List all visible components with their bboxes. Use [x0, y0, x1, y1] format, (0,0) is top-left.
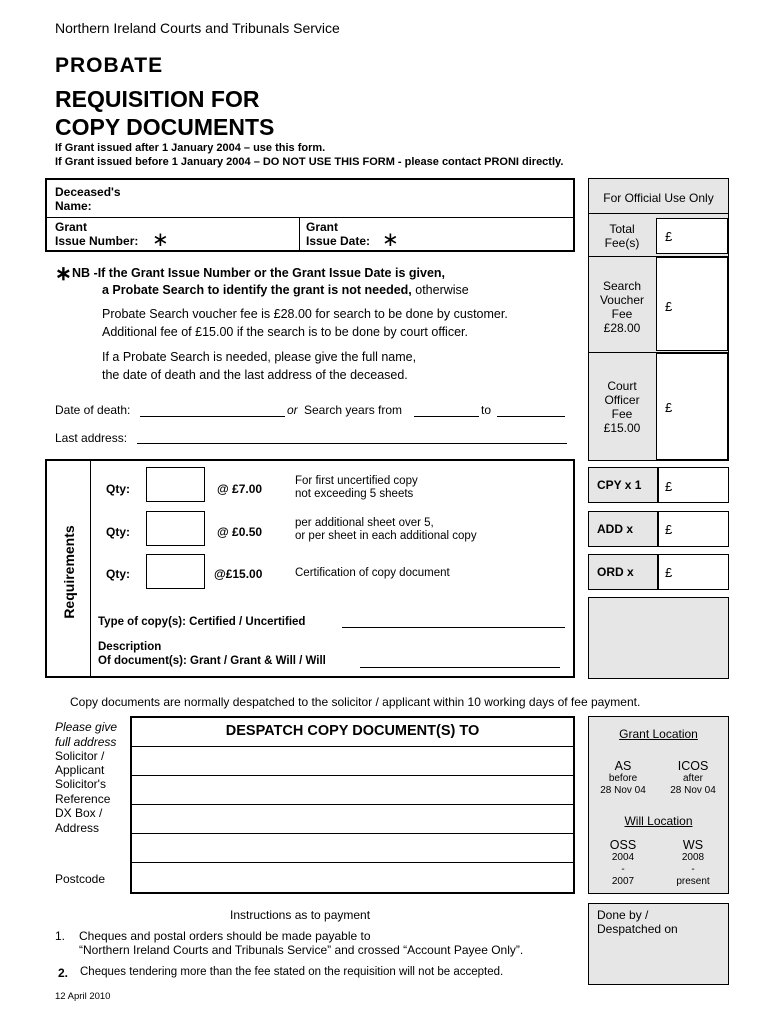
as-label: AS — [614, 759, 632, 773]
address-label: Address — [55, 821, 100, 835]
payment-item-1-line-2: “Northern Ireland Courts and Tribunals Service” and crossed “Account Payee Only”. — [79, 943, 524, 957]
address-line-4[interactable] — [133, 833, 573, 859]
oss-start: 2004 — [611, 852, 635, 863]
ord-code: ORD x — [597, 565, 634, 579]
asterisk-icon: ∗ — [55, 263, 72, 285]
probate-heading: PROBATE — [55, 54, 164, 77]
applicant-label: Applicant — [55, 763, 105, 777]
dx-box-label: DX Box / — [55, 806, 103, 820]
postcode-field[interactable] — [133, 862, 573, 892]
qty-label: Qty: — [106, 482, 130, 496]
solicitors-label: Solicitor's — [55, 777, 106, 791]
postcode-label: Postcode — [55, 872, 106, 886]
divider — [90, 461, 91, 676]
title-line-1: REQUISITION FOR — [55, 86, 260, 112]
will-location-heading: Will Location — [624, 814, 693, 828]
description-label: Description — [98, 641, 162, 653]
search-note-1: If a Probate Search is needed, please give the full name, — [102, 350, 417, 364]
grant-date-label: Grant — [306, 220, 339, 234]
nb-line-2 — [102, 284, 469, 297]
search-years-to-field[interactable] — [497, 416, 565, 417]
address-line-1[interactable] — [133, 746, 573, 772]
or-label: or — [287, 403, 298, 417]
desc-first-copy-1: For first uncertified copy — [295, 475, 418, 487]
footer-date: 12 April 2010 — [55, 991, 111, 1002]
pound-sign: £ — [665, 565, 673, 580]
done-by-label: Done by / — [597, 908, 649, 922]
search-voucher-label: Search — [602, 279, 642, 293]
court-officer-label-2: Officer — [604, 393, 640, 407]
price-additional-sheet: @ £0.50 — [217, 525, 263, 539]
please-give-label: Please give — [55, 720, 118, 734]
cpy-code: CPY x 1 — [597, 478, 642, 492]
type-of-copy-label: Type of copy(s): Certified / Uncertified — [98, 616, 306, 628]
grant-date-field[interactable] — [400, 219, 570, 249]
ws-label: WS — [682, 838, 704, 852]
price-certification: @£15.00 — [214, 567, 263, 581]
desc-certification: Certification of copy document — [295, 567, 450, 579]
oss-end: 2007 — [611, 876, 635, 887]
grant-date-label-2: Issue Date: — [306, 234, 371, 248]
grant-number-field[interactable] — [170, 219, 295, 249]
payment-heading: Instructions as to payment — [230, 908, 371, 922]
last-address-field[interactable] — [137, 443, 567, 444]
pound-sign: £ — [665, 479, 673, 494]
desc-additional-sheet-1: per additional sheet over 5, — [295, 517, 434, 529]
total-fee-label: Total — [609, 222, 635, 236]
search-voucher-label-3: Fee — [611, 307, 633, 321]
oss-label: OSS — [609, 838, 637, 852]
payment-item-1-line-1: Cheques and postal orders should be made payable to — [79, 929, 371, 943]
as-date: 28 Nov 04 — [600, 785, 646, 796]
qty-input-additional-sheet[interactable] — [146, 511, 205, 546]
reference-label: Reference — [55, 792, 111, 806]
deceased-name-label: Deceased's — [55, 185, 121, 199]
divider — [299, 217, 300, 250]
search-voucher-label-2: Voucher — [599, 293, 645, 307]
pound-sign: £ — [665, 229, 673, 244]
icos-label: ICOS — [677, 759, 709, 773]
search-voucher-label-4: £28.00 — [603, 321, 641, 335]
to-label: to — [481, 403, 492, 417]
search-years-from-field[interactable] — [414, 416, 479, 417]
grant-number-label: Grant — [55, 220, 88, 234]
note-after-2004: If Grant issued after 1 January 2004 – use this form. — [55, 142, 326, 154]
date-of-death-field[interactable] — [140, 416, 285, 417]
desc-first-copy-2: not exceeding 5 sheets — [295, 488, 414, 500]
ws-start: 2008 — [681, 852, 705, 863]
ws-end: present — [676, 876, 710, 887]
deceased-name-label-2: Name: — [55, 199, 92, 213]
description-field[interactable] — [360, 667, 560, 668]
qty-input-certification[interactable] — [146, 554, 205, 589]
court-officer-label-3: Fee — [611, 407, 633, 421]
address-line-2[interactable] — [133, 775, 573, 801]
despatched-on-label: Despatched on — [597, 922, 678, 936]
pound-sign: £ — [665, 299, 673, 314]
search-years-label: Search years from — [304, 403, 403, 417]
payment-item-2-number: 2. — [58, 966, 69, 980]
requirements-vertical-label: Requirements — [61, 525, 77, 619]
desc-additional-sheet-2: or per sheet in each additional copy — [295, 530, 477, 542]
icos-after: after — [682, 773, 703, 784]
date-of-death-label: Date of death: — [55, 403, 131, 417]
grant-location-heading: Grant Location — [619, 727, 698, 741]
grant-number-label-2: Issue Number: — [55, 234, 139, 248]
add-code: ADD x — [597, 522, 634, 536]
oss-dash: - — [621, 864, 625, 875]
description-label-2: Of document(s): Grant / Grant & Will / Will — [98, 655, 326, 667]
solicitor-label: Solicitor / — [55, 749, 105, 763]
search-note-2: the date of death and the last address of the deceased. — [102, 368, 408, 382]
please-give-label-2: full address — [55, 735, 117, 749]
nb-line-1: NB -If the Grant Issue Number or the Grant Issue Date is given, — [72, 266, 445, 280]
ws-dash: - — [691, 864, 695, 875]
divider — [47, 217, 573, 218]
despatch-notice: Copy documents are normally despatched to the solicitor / applicant within 10 working days of fee payment. — [70, 695, 641, 709]
last-address-label: Last address: — [55, 431, 128, 445]
qty-label: Qty: — [106, 567, 130, 581]
asterisk-icon: ∗ — [382, 229, 399, 251]
court-officer-label-4: £15.00 — [603, 421, 641, 435]
title-line-2: COPY DOCUMENTS — [55, 114, 275, 140]
address-line-3[interactable] — [133, 804, 573, 830]
pound-sign: £ — [665, 522, 673, 537]
payment-item-1-number: 1. — [55, 929, 66, 943]
nb-line-2-bold: a Probate Search to identify the grant is not needed, — [102, 283, 412, 297]
pound-sign: £ — [665, 400, 673, 415]
org-name: Northern Ireland Courts and Tribunals Service — [55, 20, 340, 36]
deceased-name-field[interactable] — [140, 183, 570, 213]
court-officer-label: Court — [607, 379, 637, 393]
fee-note-1: Probate Search voucher fee is £28.00 for search to be done by customer. — [102, 307, 508, 321]
nb-line-2-rest: otherwise — [411, 283, 469, 297]
note-before-2004: If Grant issued before 1 January 2004 – DO NOT USE THIS FORM - please contact PRONI directly. — [55, 156, 564, 168]
payment-item-2: Cheques tendering more than the fee stated on the requisition will not be accepted. — [80, 966, 504, 978]
qty-input-first-copy[interactable] — [146, 467, 205, 502]
official-blank-area — [588, 597, 729, 679]
qty-label: Qty: — [106, 525, 130, 539]
type-of-copy-field[interactable] — [342, 627, 565, 628]
price-first-copy: @ £7.00 — [217, 482, 263, 496]
divider — [588, 213, 729, 214]
asterisk-icon: ∗ — [152, 229, 169, 251]
as-before: before — [608, 773, 638, 784]
official-use-title: For Official Use Only — [603, 191, 714, 205]
total-fee-label-2: Fee(s) — [604, 236, 640, 250]
icos-date: 28 Nov 04 — [670, 785, 716, 796]
fee-note-2: Additional fee of £15.00 if the search is to be done by court officer. — [102, 325, 468, 339]
despatch-box-title: DESPATCH COPY DOCUMENT(S) TO — [225, 723, 480, 739]
